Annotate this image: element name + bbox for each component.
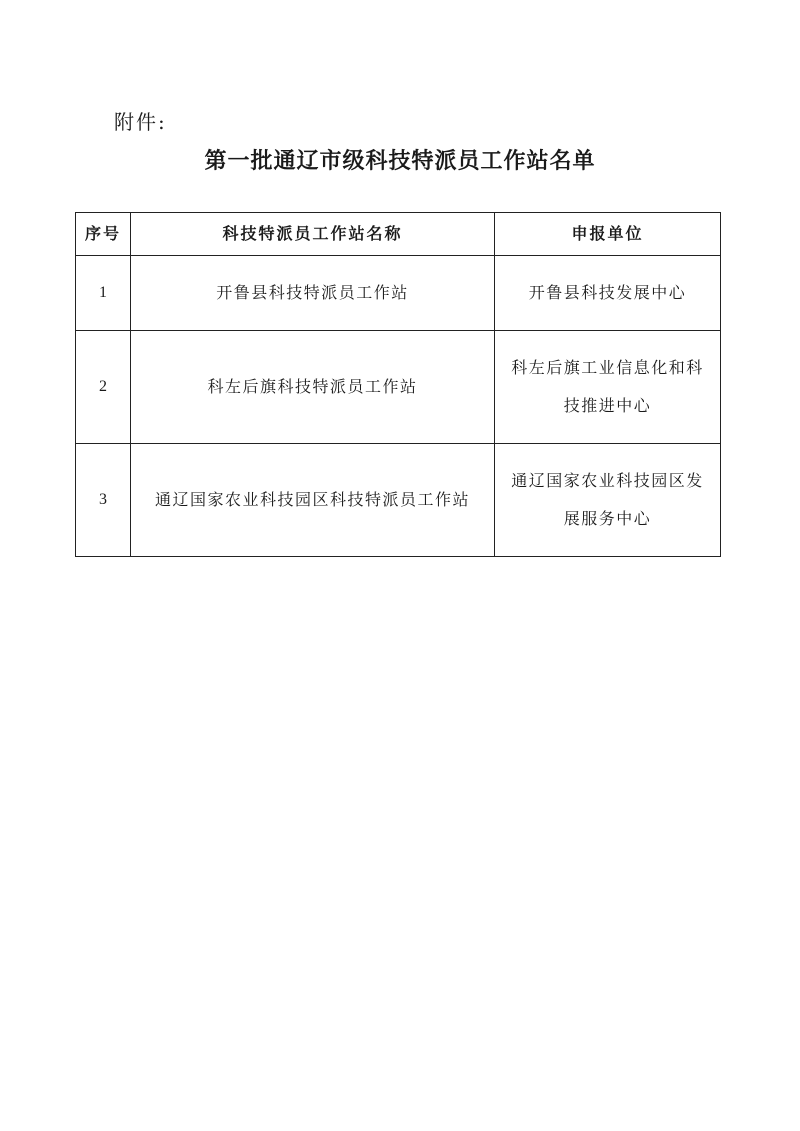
row-station-name: 通辽国家农业科技园区科技特派员工作站 <box>131 444 495 557</box>
row-station-name: 开鲁县科技特派员工作站 <box>131 256 495 331</box>
row-serial-number: 1 <box>76 256 131 331</box>
header-serial-number: 序号 <box>76 213 131 256</box>
row-station-name: 科左后旗科技特派员工作站 <box>131 331 495 444</box>
table-row <box>76 444 721 557</box>
row-applicant-unit: 科左后旗工业信息化和科技推进中心 <box>495 331 721 444</box>
station-list-table <box>75 212 721 557</box>
document-title: 第一批通辽市级科技特派员工作站名单 <box>204 148 596 174</box>
row-applicant-unit: 开鲁县科技发展中心 <box>495 256 721 331</box>
table-row <box>76 331 721 444</box>
row-serial-number: 2 <box>76 331 131 444</box>
header-station-name: 科技特派员工作站名称 <box>131 213 495 256</box>
row-serial-number: 3 <box>76 444 131 557</box>
table-row <box>76 256 721 331</box>
header-applicant-unit: 申报单位 <box>495 213 721 256</box>
row-applicant-unit: 通辽国家农业科技园区发展服务中心 <box>495 444 721 557</box>
table-header-row <box>76 213 721 256</box>
attachment-label: 附件: <box>114 110 167 134</box>
